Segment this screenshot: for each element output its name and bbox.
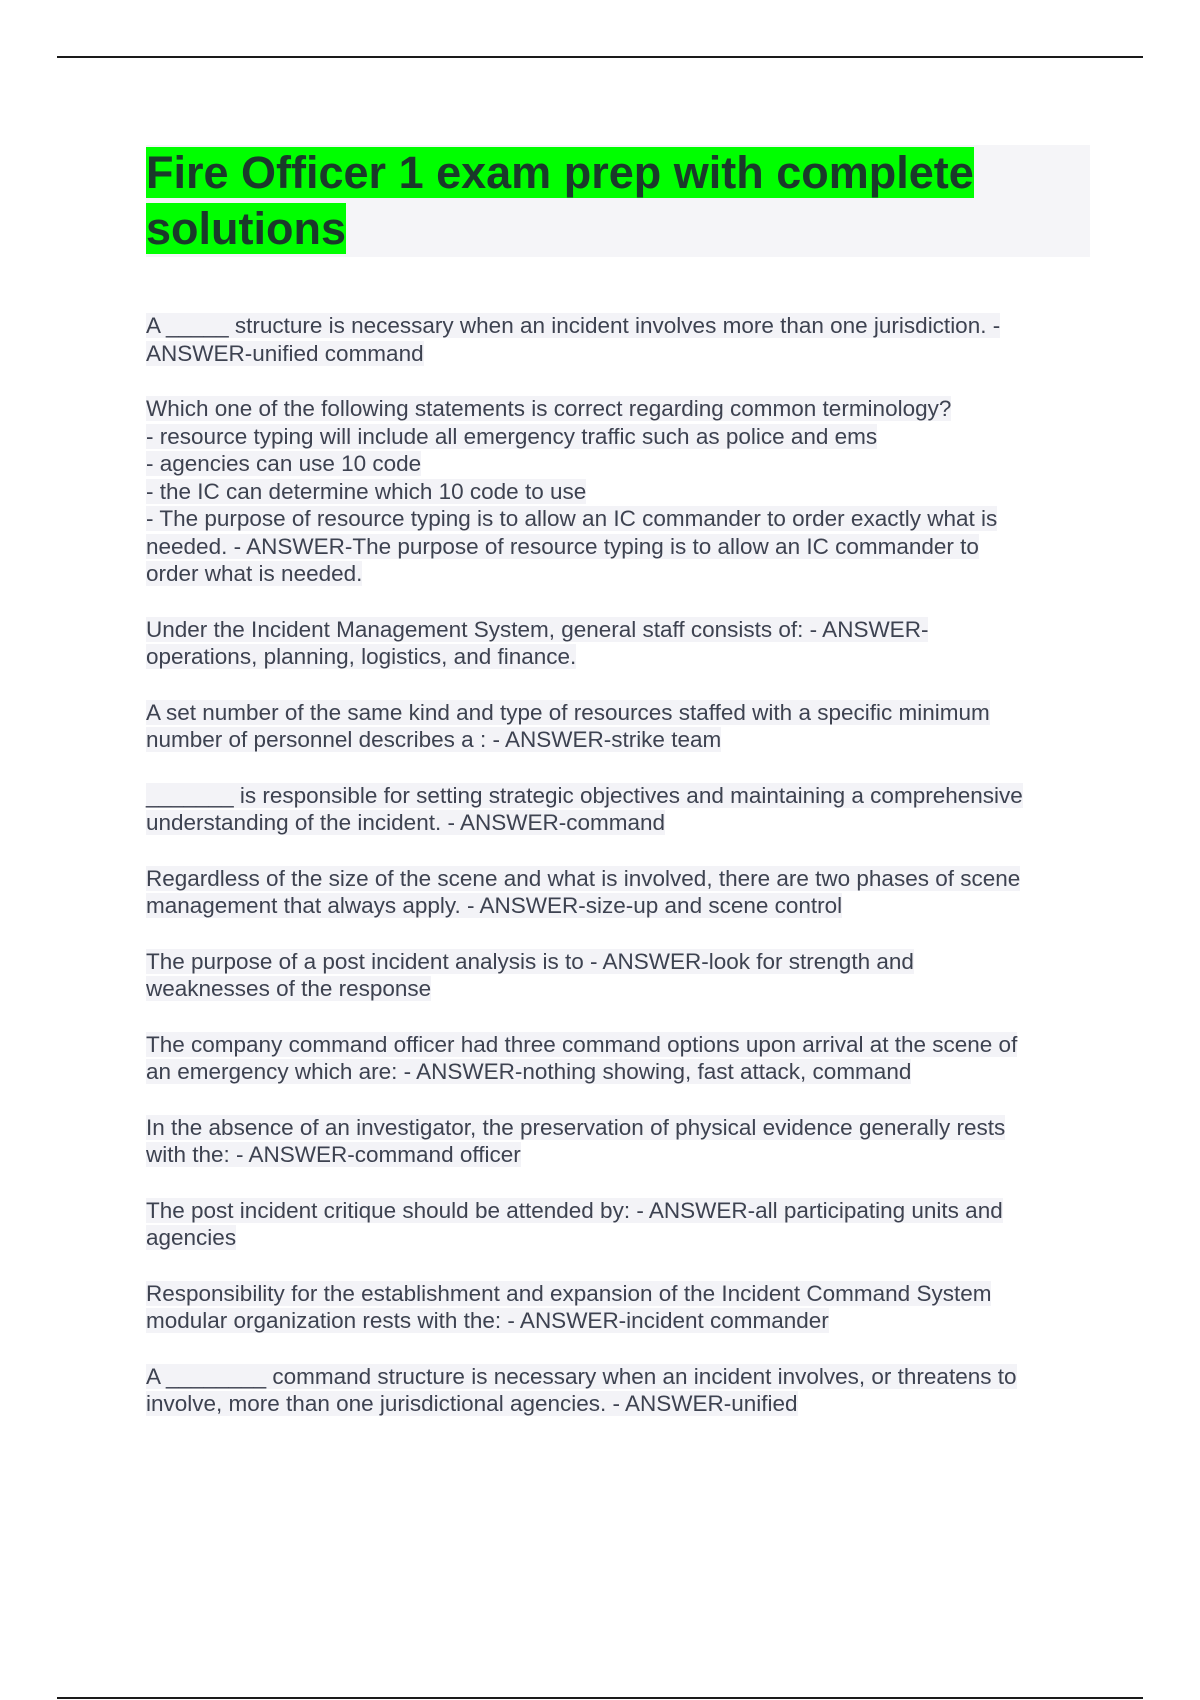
qa-line-text: _______ is responsible for setting strategic objectives and maintaining a comprehensive	[146, 782, 1023, 808]
qa-line-text: A set number of the same kind and type of resources staffed with a specific minimum	[146, 699, 990, 725]
qa-line-text: A _____ structure is necessary when an incident involves more than one jurisdiction. -	[146, 313, 1001, 338]
qa-line-text: involve, more than one jurisdictional agencies. - ANSWER-unified	[146, 1391, 798, 1416]
qa-line	[146, 643, 1090, 671]
qa-item	[146, 395, 1090, 588]
qa-line-text: Responsibility for the establishment and expansion of the Incident Command System	[146, 1280, 992, 1306]
qa-list	[146, 312, 1090, 1418]
qa-line-text: order what is needed.	[146, 561, 363, 586]
qa-line	[146, 1280, 1090, 1308]
qa-line	[146, 1114, 1090, 1142]
qa-line	[146, 975, 1090, 1003]
qa-line-text: an emergency which are: - ANSWER-nothing showing, fast attack, command	[146, 1059, 912, 1084]
qa-line	[146, 478, 1090, 506]
top-rule	[57, 56, 1143, 58]
qa-line	[146, 865, 1090, 893]
qa-line	[146, 782, 1090, 810]
qa-line	[146, 1224, 1090, 1252]
qa-line	[146, 1307, 1090, 1335]
qa-line-text: - the IC can determine which 10 code to use	[146, 478, 587, 504]
qa-line-text: with the: - ANSWER-command officer	[146, 1142, 521, 1167]
qa-line-text: modular organization rests with the: - ANSWER-incident commander	[146, 1308, 829, 1333]
qa-line	[146, 1390, 1090, 1418]
qa-line	[146, 423, 1090, 451]
qa-line	[146, 340, 1090, 368]
qa-line	[146, 505, 1090, 533]
qa-line	[146, 450, 1090, 478]
qa-line	[146, 395, 1090, 423]
qa-line	[146, 1197, 1090, 1225]
qa-item	[146, 948, 1090, 1003]
qa-line	[146, 892, 1090, 920]
qa-item	[146, 1363, 1090, 1418]
title-band	[146, 145, 1090, 257]
qa-line-text: The purpose of a post incident analysis is to - ANSWER-look for strength and	[146, 948, 914, 974]
qa-line	[146, 1031, 1090, 1059]
qa-line	[146, 726, 1090, 754]
qa-line	[146, 948, 1090, 976]
qa-item	[146, 1280, 1090, 1335]
document-title	[146, 145, 1090, 257]
qa-line	[146, 533, 1090, 561]
qa-item	[146, 1197, 1090, 1252]
qa-line-text: understanding of the incident. - ANSWER-command	[146, 810, 666, 835]
qa-line-text: Which one of the following statements is correct regarding common terminology?	[146, 396, 952, 421]
qa-line-text: The post incident critique should be attended by: - ANSWER-all participating units and	[146, 1197, 1003, 1223]
title-line: Fire Officer 1 exam prep with complete	[146, 147, 974, 198]
qa-line-text: The company command officer had three command options upon arrival at the scene of	[146, 1031, 1018, 1057]
qa-line	[146, 1363, 1090, 1391]
qa-line-text: Under the Incident Management System, general staff consists of: - ANSWER-	[146, 616, 929, 642]
qa-line-text: - resource typing will include all emergency traffic such as police and ems	[146, 423, 878, 449]
qa-line-text: ANSWER-unified command	[146, 340, 424, 366]
qa-line-text: operations, planning, logistics, and finance.	[146, 644, 577, 669]
qa-item	[146, 1114, 1090, 1169]
qa-line-text: needed. - ANSWER-The purpose of resource typing is to allow an IC commander to	[146, 533, 979, 559]
qa-item	[146, 865, 1090, 920]
qa-line	[146, 560, 1090, 588]
document-body	[146, 145, 1090, 1446]
qa-line-text: A ________ command structure is necessary when an incident involves, or threatens to	[146, 1363, 1017, 1389]
title-line: solutions	[146, 203, 346, 254]
qa-line	[146, 616, 1090, 644]
qa-item	[146, 1031, 1090, 1086]
qa-line	[146, 699, 1090, 727]
qa-item	[146, 312, 1090, 367]
qa-line-text: weaknesses of the response	[146, 976, 432, 1001]
qa-item	[146, 699, 1090, 754]
qa-item	[146, 782, 1090, 837]
qa-line	[146, 809, 1090, 837]
qa-line	[146, 1141, 1090, 1169]
qa-line-text: - The purpose of resource typing is to allow an IC commander to order exactly what is	[146, 506, 998, 531]
qa-line-text: agencies	[146, 1225, 237, 1250]
qa-item	[146, 616, 1090, 671]
qa-line	[146, 1058, 1090, 1086]
qa-line	[146, 312, 1090, 340]
qa-line-text: In the absence of an investigator, the preservation of physical evidence generally rests	[146, 1114, 1006, 1140]
qa-line-text: management that always apply. - ANSWER-size-up and scene control	[146, 893, 843, 918]
bottom-rule	[57, 1697, 1143, 1699]
qa-line-text: number of personnel describes a : - ANSWER-strike team	[146, 727, 722, 752]
qa-line-text: - agencies can use 10 code	[146, 451, 422, 476]
qa-line-text: Regardless of the size of the scene and what is involved, there are two phases of scene	[146, 865, 1021, 891]
